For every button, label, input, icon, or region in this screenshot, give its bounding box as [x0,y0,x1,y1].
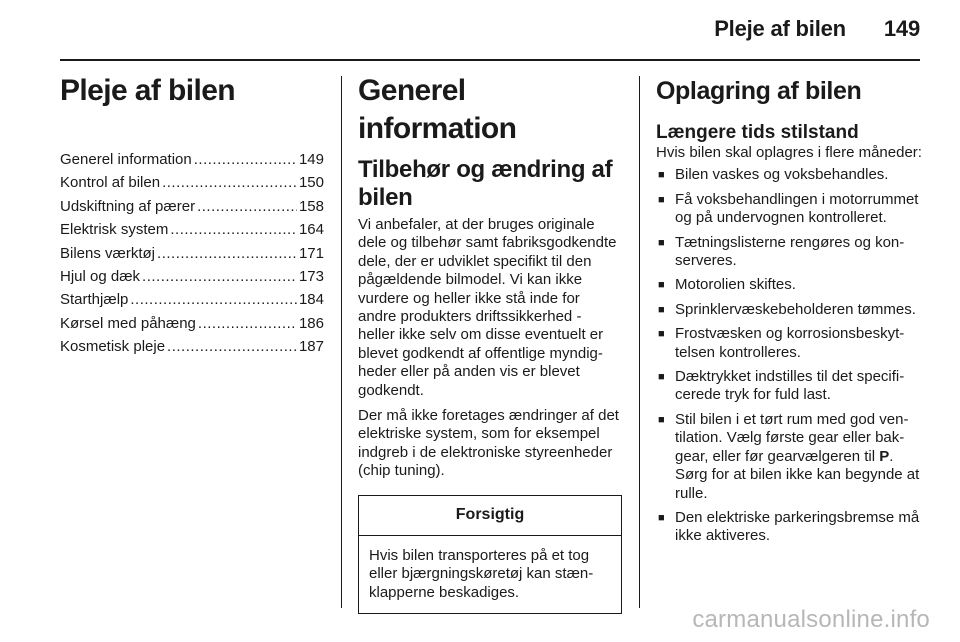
body-paragraph: Der må ikke foretages ændringer af det elektriske system, som for eksempel indgreb i de elektroniske styreenheder (chip tuning). [358,407,619,480]
toc-entry[interactable] [60,288,324,311]
storage-checklist [656,166,922,545]
list-item [656,411,922,503]
toc-entry-page: 149 [298,151,324,168]
toc-entry-page: 187 [298,338,324,356]
toc-entry-title: Bilens værktøj [60,244,156,262]
toc-entry[interactable] [60,195,324,218]
section-heading: Oplagring af bilen [656,77,862,105]
toc-entry-title: Hjul og dæk [60,268,141,286]
list-item: ■ Sprinklervæskebeholderen tømmes. [656,301,922,319]
list-item: ■ Tætningslisterne rengøres og konserveres. [656,234,922,271]
running-head [714,16,920,46]
list-item: ■ Dæktrykket indstilles til det specificerede tryk for fuld last. [656,368,922,405]
dot-leader [170,218,297,241]
watermark: carmanualsonline.info [692,606,930,633]
dot-leader [157,242,297,265]
toc-entry[interactable] [60,171,324,194]
intro-text: Hvis bilen skal oplagres i flere måneder: [656,144,922,161]
list-item: ■ Den elektriske parkeringsbremse må ikke aktiveres. [656,509,922,546]
section-heading: Generel information [358,74,517,145]
running-head-title: Pleje af bilen [714,16,846,41]
dot-leader [142,265,297,288]
toc-entry-title: Elektrisk system [60,221,169,239]
list-item: ■ Få voksbehandlingen i motorrummet og på undervognen kontrolleret. [656,191,922,228]
column-divider [639,76,640,608]
dot-leader [167,335,297,358]
page-number: 149 [883,16,920,41]
toc-entry-title: Udskiftning af pærer [60,197,196,215]
toc-entry-title: Kosmetisk pleje [60,338,166,356]
caution-title: Forsigtig [359,496,621,536]
storage-column [656,72,922,552]
list-item-text: . Sørg for at bilen ikke kan begynde at rulle. [675,447,920,502]
list-item: ■ Motorolien skiftes. [656,276,922,294]
toc-entry-title: Kontrol af bilen [60,174,161,192]
toc-column [60,72,324,359]
list-item: ■ Bilen vaskes og voksbehandles. [656,166,922,184]
column-divider [341,76,342,608]
body-paragraph: Vi anbefaler, at der bruges originale dele og tilbehør samt fabriksgodkendte dele, der er udviklet specifikt til den pågældende bilmodel. Vi kan ikke vurdere og heller ikke stå inde for andre produkters driftssikkerhed - heller ikke selv om disse eventuelt er blevet godkendt af offentlige myndigheder eller på anden vis er blevet godkendt. [358,216,617,399]
toc-entry-title: Generel information [60,151,192,168]
toc-entry[interactable] [60,148,324,171]
list-item-text: Stil bilen i et tørt rum med god ventilation. Vælg første gear eller bakgear, eller før gearvælgeren til [675,410,909,465]
toc-entry-page: 164 [298,221,324,239]
dot-leader [198,312,297,335]
toc-entry[interactable] [60,242,324,265]
subsection-heading: Længere tids stilstand [656,122,859,143]
toc-entry[interactable] [60,335,324,358]
caution-box [358,495,622,614]
dot-leader [130,288,297,311]
header-rule [60,59,920,61]
dot-leader [162,171,297,194]
chapter-title: Pleje af bilen [60,74,235,107]
toc-entry[interactable] [60,218,324,241]
toc-entry-title: Kørsel med påhæng [60,314,196,332]
gear-position: P [879,447,890,465]
toc-entry-page: 171 [298,244,324,262]
toc-entry-page: 150 [298,174,324,192]
caution-text: Hvis bilen transporteres på et tog eller bjærgningskøretøj kan stænklapperne beskadiges. [369,546,594,601]
general-info-column [358,72,622,614]
toc-entry[interactable] [60,312,324,335]
dot-leader [194,148,297,171]
toc-entry-page: 186 [298,314,324,332]
toc-entry[interactable] [60,265,324,288]
list-item: ■ Frostvæsken og korrosionsbeskyttelsen kontrolleres. [656,325,922,362]
subsection-heading: Tilbehør og ændring af bilen [358,156,613,211]
toc-entry-page: 173 [298,268,324,286]
toc-entry-page: 184 [298,291,324,309]
dot-leader [197,195,297,218]
toc-list [60,148,324,359]
toc-entry-page: 158 [298,197,324,215]
toc-entry-title: Starthjælp [60,291,129,309]
